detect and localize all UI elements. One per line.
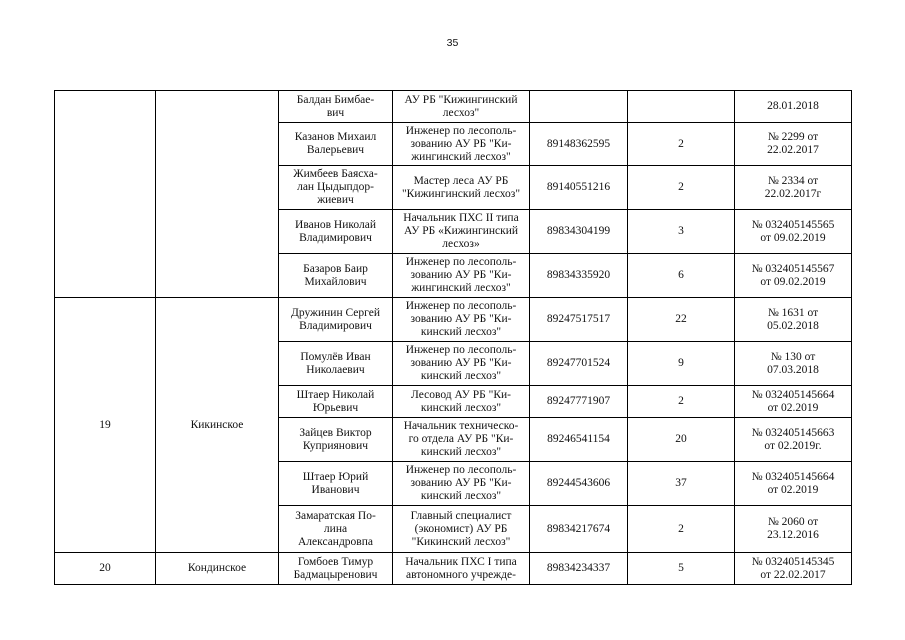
person-name-cell: Казанов Михаил Валерьевич <box>279 123 393 166</box>
person-name-cell: Жимбеев Баясха- лан Цыдыпдор- жиевич <box>279 166 393 210</box>
phone-cell: 89834335920 <box>530 254 628 298</box>
document-cell: № 032405145663 от 02.2019г. <box>735 418 852 462</box>
document-cell: № 1631 от 05.02.2018 <box>735 298 852 342</box>
document-cell: № 032405145567 от 09.02.2019 <box>735 254 852 298</box>
person-name-cell: Иванов Николай Владимирович <box>279 210 393 254</box>
person-name-cell: Дружинин Сергей Владимирович <box>279 298 393 342</box>
document-cell: № 032405145345 от 22.02.2017 <box>735 553 852 585</box>
phone-cell: 89247771907 <box>530 386 628 418</box>
count-cell: 2 <box>628 506 735 553</box>
phone-cell: 89140551216 <box>530 166 628 210</box>
document-cell: № 032405145664 от 02.2019 <box>735 462 852 506</box>
count-cell: 37 <box>628 462 735 506</box>
forestry-cell: Кикинское <box>156 298 279 553</box>
count-cell: 2 <box>628 166 735 210</box>
position-cell: Начальник ПХС I типа автономного учрежде- <box>393 553 530 585</box>
position-cell: Начальник техническо- го отдела АУ РБ "Ки- кинский лесхоз" <box>393 418 530 462</box>
document-cell: № 2334 от 22.02.2017г <box>735 166 852 210</box>
row-number-cell: 19 <box>55 298 156 553</box>
count-cell: 22 <box>628 298 735 342</box>
position-cell: АУ РБ "Кижингинский лесхоз" <box>393 91 530 123</box>
person-name-cell: Базаров Баир Михайлович <box>279 254 393 298</box>
person-name-cell: Балдан Бимбае- вич <box>279 91 393 123</box>
count-cell: 2 <box>628 386 735 418</box>
phone-cell: 89148362595 <box>530 123 628 166</box>
document-cell: 28.01.2018 <box>735 91 852 123</box>
phone-cell: 89244543606 <box>530 462 628 506</box>
forestry-cell: Кондинское <box>156 553 279 585</box>
count-cell: 5 <box>628 553 735 585</box>
position-cell: Инженер по лесополь- зованию АУ РБ "Ки- кинский лесхоз" <box>393 462 530 506</box>
phone-cell: 89246541154 <box>530 418 628 462</box>
document-cell: № 032405145664 от 02.2019 <box>735 386 852 418</box>
position-cell: Инженер по лесополь- зованию АУ РБ "Ки- кинский лесхоз" <box>393 298 530 342</box>
page-number: 35 <box>446 37 459 49</box>
person-name-cell: Гомбоев Тимур Бадмацыренович <box>279 553 393 585</box>
person-name-cell: Штаер Николай Юрьевич <box>279 386 393 418</box>
position-cell: Мастер леса АУ РБ "Кижингинский лесхоз" <box>393 166 530 210</box>
phone-cell: 89834217674 <box>530 506 628 553</box>
document-cell: № 032405145565 от 09.02.2019 <box>735 210 852 254</box>
count-cell: 3 <box>628 210 735 254</box>
person-name-cell: Помулёв Иван Николаевич <box>279 342 393 386</box>
position-cell: Лесовод АУ РБ "Ки- кинский лесхоз" <box>393 386 530 418</box>
phone-cell: 89247517517 <box>530 298 628 342</box>
row-number-cell: 20 <box>55 553 156 585</box>
position-cell: Инженер по лесополь- зованию АУ РБ "Ки- жингинский лесхоз" <box>393 254 530 298</box>
position-cell: Инженер по лесополь- зованию АУ РБ "Ки- кинский лесхоз" <box>393 342 530 386</box>
forestry-cell <box>156 91 279 298</box>
count-cell: 2 <box>628 123 735 166</box>
position-cell: Инженер по лесополь- зованию АУ РБ "Ки- жингинский лесхоз" <box>393 123 530 166</box>
specialists-table <box>54 90 852 585</box>
table-row <box>55 91 852 123</box>
position-cell: Главный специалист (экономист) АУ РБ "Кикинский лесхоз" <box>393 506 530 553</box>
phone-cell <box>530 91 628 123</box>
document-cell: № 2060 от 23.12.2016 <box>735 506 852 553</box>
person-name-cell: Замаратская По- лина Александровпа <box>279 506 393 553</box>
count-cell <box>628 91 735 123</box>
document-cell: № 130 от 07.03.2018 <box>735 342 852 386</box>
position-cell: Начальник ПХС II типа АУ РБ «Кижингинский лесхоз» <box>393 210 530 254</box>
phone-cell: 89247701524 <box>530 342 628 386</box>
count-cell: 9 <box>628 342 735 386</box>
table-row <box>55 298 852 342</box>
count-cell: 6 <box>628 254 735 298</box>
person-name-cell: Штаер Юрий Иванович <box>279 462 393 506</box>
phone-cell: 89834234337 <box>530 553 628 585</box>
phone-cell: 89834304199 <box>530 210 628 254</box>
row-number-cell <box>55 91 156 298</box>
count-cell: 20 <box>628 418 735 462</box>
person-name-cell: Зайцев Виктор Куприянович <box>279 418 393 462</box>
table-row <box>55 553 852 585</box>
document-cell: № 2299 от 22.02.2017 <box>735 123 852 166</box>
